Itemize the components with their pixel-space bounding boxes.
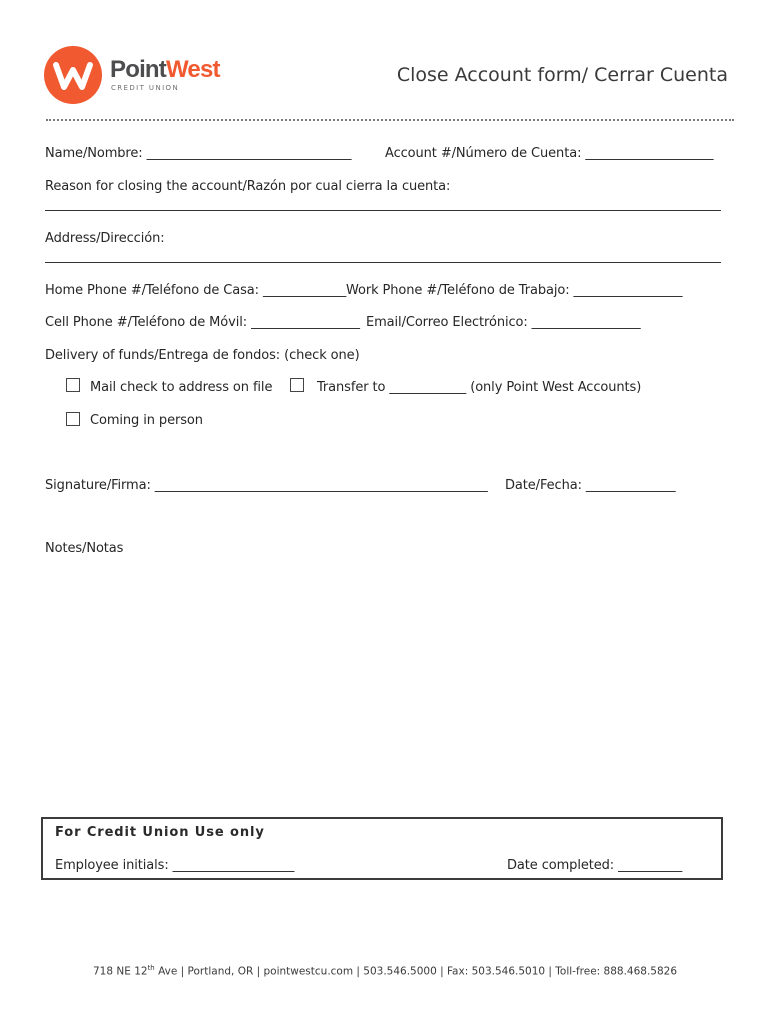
document-title: Close Account form/ Cerrar Cuenta xyxy=(396,64,728,86)
home-phone-field[interactable]: Home Phone #/Teléfono de Casa: _____________ xyxy=(45,283,347,298)
delivery-label: Delivery of funds/Entrega de fondos: (check one) xyxy=(45,348,360,363)
transfer-checkbox[interactable] xyxy=(290,378,304,392)
signature-field[interactable]: Signature/Firma: ____________________________________________________ xyxy=(45,478,488,493)
reason-label: Reason for closing the account/Razón por cual cierra la cuenta: xyxy=(45,179,451,194)
mail-check-checkbox[interactable] xyxy=(66,378,80,392)
work-phone-field[interactable]: Work Phone #/Teléfono de Trabajo: _________________ xyxy=(346,283,683,298)
footer-contact xyxy=(0,964,770,978)
mail-check-label: Mail check to address on file xyxy=(90,380,273,395)
transfer-label: Transfer to ____________ (only Point West Accounts) xyxy=(317,380,642,395)
brand-name xyxy=(110,56,220,84)
name-field[interactable]: Name/Nombre: ________________________________ xyxy=(45,146,352,161)
dotted-divider xyxy=(46,119,734,121)
employee-initials-field[interactable]: Employee initials: ___________________ xyxy=(55,858,295,873)
footer-address-rest: Ave | Portland, OR | pointwestcu.com | 503.546.5000 | Fax: 503.546.5010 | Toll-free: 888.468.5826 xyxy=(154,965,678,978)
address-line[interactable] xyxy=(45,262,721,263)
cell-phone-field[interactable]: Cell Phone #/Teléfono de Móvil: _________________ xyxy=(45,315,360,330)
reason-line[interactable] xyxy=(45,210,721,211)
date-completed-field[interactable]: Date completed: __________ xyxy=(507,858,683,873)
brand-subtitle: CREDIT UNION xyxy=(111,84,180,92)
notes-label: Notes/Notas xyxy=(45,541,124,556)
date-field[interactable]: Date/Fecha: ______________ xyxy=(505,478,676,493)
brand-point: Point xyxy=(110,56,166,83)
logo-w-icon xyxy=(44,46,102,104)
in-person-checkbox[interactable] xyxy=(66,412,80,426)
footer-address-sup: th xyxy=(147,964,155,972)
account-number-field[interactable]: Account #/Número de Cuenta: ____________________ xyxy=(385,146,714,161)
address-label: Address/Dirección: xyxy=(45,231,165,246)
email-field[interactable]: Email/Correo Electrónico: _________________ xyxy=(366,315,641,330)
footer-address-start: 718 NE 12 xyxy=(92,965,148,978)
brand-west: West xyxy=(166,56,220,83)
in-person-label: Coming in person xyxy=(90,413,203,428)
office-use-title: For Credit Union Use only xyxy=(55,825,265,840)
